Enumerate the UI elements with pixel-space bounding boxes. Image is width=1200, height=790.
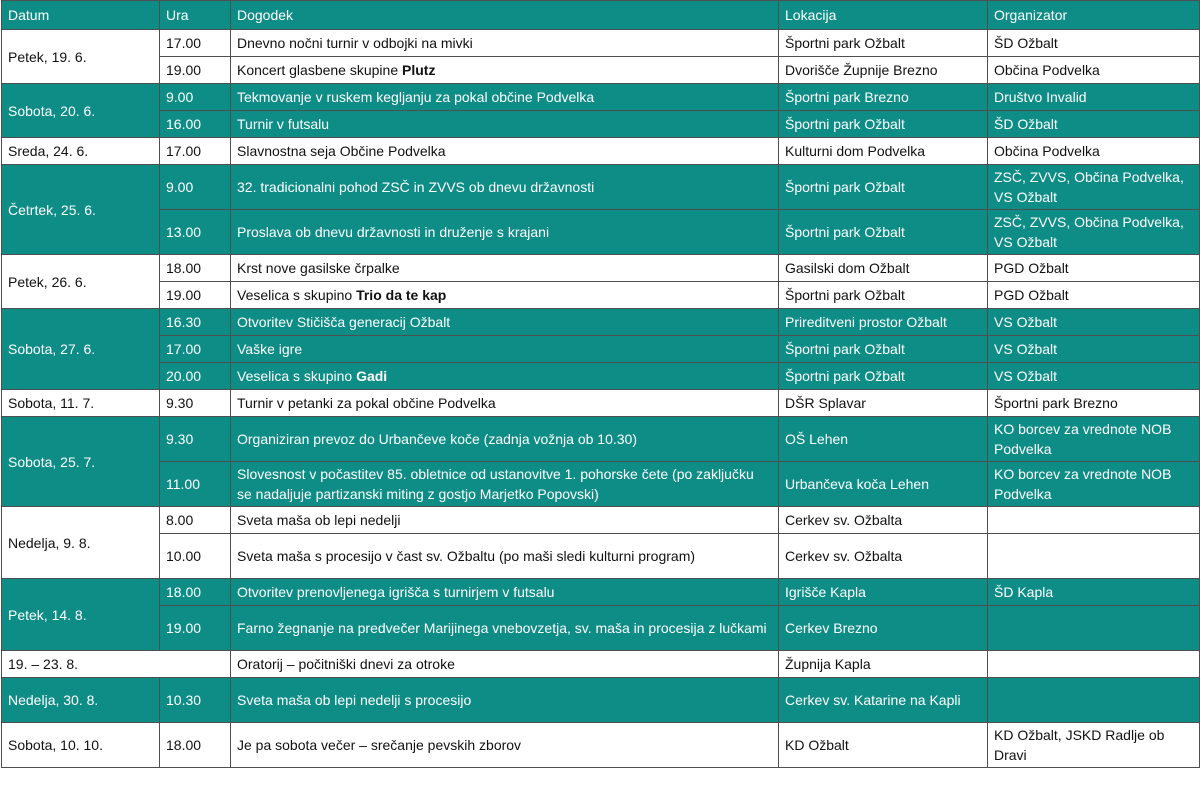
location-cell: Cerkev Brezno bbox=[779, 606, 988, 651]
event-cell: Sveta maša ob lepi nedelji s procesijo bbox=[231, 678, 779, 723]
organizer-cell: KO borcev za vrednote NOB Podvelka bbox=[988, 462, 1200, 507]
organizer-cell bbox=[988, 507, 1200, 534]
event-bold-text: Trio da te kap bbox=[356, 287, 447, 303]
location-cell: Župnija Kapla bbox=[779, 651, 988, 678]
event-cell: Turnir v petanki za pokal občine Podvelka bbox=[231, 390, 779, 417]
header-organizer: Organizator bbox=[988, 1, 1200, 30]
event-cell: Sveta maša ob lepi nedelji bbox=[231, 507, 779, 534]
event-cell: Tekmovanje v ruskem kegljanju za pokal občine Podvelka bbox=[231, 84, 779, 111]
table-row bbox=[2, 30, 1200, 57]
event-text: Koncert glasbene skupine bbox=[237, 62, 402, 78]
location-cell: Športni park Ožbalt bbox=[779, 210, 988, 255]
location-cell: Prireditveni prostor Ožbalt bbox=[779, 309, 988, 336]
location-cell: Športni park Ožbalt bbox=[779, 282, 988, 309]
table-row bbox=[2, 651, 1200, 678]
table-row bbox=[2, 390, 1200, 417]
location-cell: KD Ožbalt bbox=[779, 723, 988, 768]
table-row bbox=[2, 138, 1200, 165]
event-text: Dnevno nočni turnir v odbojki na mivki bbox=[237, 35, 473, 51]
event-cell: Je pa sobota večer – srečanje pevskih zborov bbox=[231, 723, 779, 768]
organizer-cell bbox=[988, 678, 1200, 723]
event-cell: Oratorij – počitniški dnevi za otroke bbox=[231, 651, 779, 678]
event-cell bbox=[231, 30, 779, 57]
organizer-cell: ZSČ, ZVVS, Občina Podvelka, VS Ožbalt bbox=[988, 210, 1200, 255]
organizer-cell bbox=[988, 606, 1200, 651]
time-cell: 18.00 bbox=[160, 723, 231, 768]
organizer-cell: Športni park Brezno bbox=[988, 390, 1200, 417]
date-cell: Četrtek, 25. 6. bbox=[2, 165, 160, 255]
event-cell: 32. tradicionalni pohod ZSČ in ZVVS ob dnevu državnosti bbox=[231, 165, 779, 210]
location-cell: Cerkev sv. Katarine na Kapli bbox=[779, 678, 988, 723]
table-row bbox=[2, 309, 1200, 336]
organizer-cell: KD Ožbalt, JSKD Radlje ob Dravi bbox=[988, 723, 1200, 768]
organizer-cell: VS Ožbalt bbox=[988, 363, 1200, 390]
date-cell: Sobota, 27. 6. bbox=[2, 309, 160, 390]
table-row bbox=[2, 210, 1200, 255]
organizer-cell: ŠD Ožbalt bbox=[988, 111, 1200, 138]
event-bold-text: Plutz bbox=[402, 62, 436, 78]
time-cell: 10.30 bbox=[160, 678, 231, 723]
time-cell: 18.00 bbox=[160, 255, 231, 282]
organizer-cell: PGD Ožbalt bbox=[988, 282, 1200, 309]
location-cell: Športni park Ožbalt bbox=[779, 165, 988, 210]
table-row bbox=[2, 606, 1200, 651]
time-cell: 9.30 bbox=[160, 390, 231, 417]
event-cell: Krst nove gasilske črpalke bbox=[231, 255, 779, 282]
organizer-cell: ŠD Ožbalt bbox=[988, 30, 1200, 57]
organizer-cell: KO borcev za vrednote NOB Podvelka bbox=[988, 417, 1200, 462]
table-row bbox=[2, 723, 1200, 768]
header-date: Datum bbox=[2, 1, 160, 30]
organizer-cell: ŠD Kapla bbox=[988, 579, 1200, 606]
time-cell: 17.00 bbox=[160, 30, 231, 57]
event-cell: Organiziran prevoz do Urbančeve koče (zadnja vožnja ob 10.30) bbox=[231, 417, 779, 462]
time-cell: 19.00 bbox=[160, 57, 231, 84]
location-cell: Športni park Ožbalt bbox=[779, 111, 988, 138]
time-cell: 20.00 bbox=[160, 363, 231, 390]
location-cell: OŠ Lehen bbox=[779, 417, 988, 462]
time-cell: 18.00 bbox=[160, 579, 231, 606]
date-cell: Nedelja, 30. 8. bbox=[2, 678, 160, 723]
table-row bbox=[2, 282, 1200, 309]
event-text: Veselica s skupino bbox=[237, 368, 357, 384]
date-cell: Sobota, 20. 6. bbox=[2, 84, 160, 138]
header-location: Lokacija bbox=[779, 1, 988, 30]
date-cell: Nedelja, 9. 8. bbox=[2, 507, 160, 579]
time-cell: 16.00 bbox=[160, 111, 231, 138]
location-cell: Dvorišče Župnije Brezno bbox=[779, 57, 988, 84]
organizer-cell: Društvo Invalid bbox=[988, 84, 1200, 111]
organizer-cell: Občina Podvelka bbox=[988, 57, 1200, 84]
header-time: Ura bbox=[160, 1, 231, 30]
location-cell: Igrišče Kapla bbox=[779, 579, 988, 606]
table-row bbox=[2, 165, 1200, 210]
time-cell: 10.00 bbox=[160, 534, 231, 579]
time-cell: 13.00 bbox=[160, 210, 231, 255]
location-cell: Urbančeva koča Lehen bbox=[779, 462, 988, 507]
table-row bbox=[2, 579, 1200, 606]
location-cell: Gasilski dom Ožbalt bbox=[779, 255, 988, 282]
table-header-row bbox=[2, 1, 1200, 30]
location-cell: Cerkev sv. Ožbalta bbox=[779, 507, 988, 534]
event-text: Veselica s skupino bbox=[237, 287, 357, 303]
date-cell: Sobota, 10. 10. bbox=[2, 723, 160, 768]
event-cell: Vaške igre bbox=[231, 336, 779, 363]
organizer-cell: PGD Ožbalt bbox=[988, 255, 1200, 282]
time-cell: 8.00 bbox=[160, 507, 231, 534]
time-cell: 17.00 bbox=[160, 138, 231, 165]
location-cell: Športni park Ožbalt bbox=[779, 336, 988, 363]
time-cell: 9.00 bbox=[160, 84, 231, 111]
event-cell bbox=[231, 57, 779, 84]
table-row bbox=[2, 363, 1200, 390]
event-cell: Turnir v futsalu bbox=[231, 111, 779, 138]
location-cell: Športni park Ožbalt bbox=[779, 363, 988, 390]
table-row bbox=[2, 462, 1200, 507]
table-row bbox=[2, 57, 1200, 84]
table-row bbox=[2, 336, 1200, 363]
table-row bbox=[2, 417, 1200, 462]
event-cell: Otvoritev Stičišča generacij Ožbalt bbox=[231, 309, 779, 336]
date-cell: 19. – 23. 8. bbox=[2, 651, 231, 678]
table-row bbox=[2, 84, 1200, 111]
location-cell: Športni park Ožbalt bbox=[779, 30, 988, 57]
table-row bbox=[2, 111, 1200, 138]
organizer-cell: VS Ožbalt bbox=[988, 309, 1200, 336]
location-cell: Cerkev sv. Ožbalta bbox=[779, 534, 988, 579]
event-cell: Sveta maša s procesijo v čast sv. Ožbaltu (po maši sledi kulturni program) bbox=[231, 534, 779, 579]
organizer-cell bbox=[988, 534, 1200, 579]
event-cell: Farno žegnanje na predvečer Marijinega vnebovzetja, sv. maša in procesija z lučkami bbox=[231, 606, 779, 651]
time-cell: 9.00 bbox=[160, 165, 231, 210]
date-cell: Sreda, 24. 6. bbox=[2, 138, 160, 165]
date-cell: Sobota, 11. 7. bbox=[2, 390, 160, 417]
table-row bbox=[2, 678, 1200, 723]
organizer-cell: ZSČ, ZVVS, Občina Podvelka, VS Ožbalt bbox=[988, 165, 1200, 210]
location-cell: DŠR Splavar bbox=[779, 390, 988, 417]
time-cell: 9.30 bbox=[160, 417, 231, 462]
event-schedule-table bbox=[1, 0, 1200, 768]
event-cell bbox=[231, 282, 779, 309]
time-cell: 19.00 bbox=[160, 282, 231, 309]
event-cell: Slovesnost v počastitev 85. obletnice od ustanovitve 1. pohorske čete (po zaključku se nadaljuje partizanski miting z gostjo Marjetko Popovski) bbox=[231, 462, 779, 507]
time-cell: 16.30 bbox=[160, 309, 231, 336]
table-row bbox=[2, 507, 1200, 534]
event-cell: Slavnostna seja Občine Podvelka bbox=[231, 138, 779, 165]
event-cell: Otvoritev prenovljenega igrišča s turnirjem v futsalu bbox=[231, 579, 779, 606]
table-row bbox=[2, 255, 1200, 282]
location-cell: Kulturni dom Podvelka bbox=[779, 138, 988, 165]
event-bold-text: Gadi bbox=[356, 368, 388, 384]
organizer-cell: VS Ožbalt bbox=[988, 336, 1200, 363]
date-cell: Petek, 26. 6. bbox=[2, 255, 160, 309]
date-cell: Petek, 19. 6. bbox=[2, 30, 160, 84]
location-cell: Športni park Brezno bbox=[779, 84, 988, 111]
organizer-cell: Občina Podvelka bbox=[988, 138, 1200, 165]
event-cell: Proslava ob dnevu državnosti in druženje s krajani bbox=[231, 210, 779, 255]
time-cell: 19.00 bbox=[160, 606, 231, 651]
header-event: Dogodek bbox=[231, 1, 779, 30]
time-cell: 17.00 bbox=[160, 336, 231, 363]
date-cell: Sobota, 25. 7. bbox=[2, 417, 160, 507]
date-cell: Petek, 14. 8. bbox=[2, 579, 160, 651]
time-cell: 11.00 bbox=[160, 462, 231, 507]
organizer-cell bbox=[988, 651, 1200, 678]
table-row bbox=[2, 534, 1200, 579]
event-cell bbox=[231, 363, 779, 390]
